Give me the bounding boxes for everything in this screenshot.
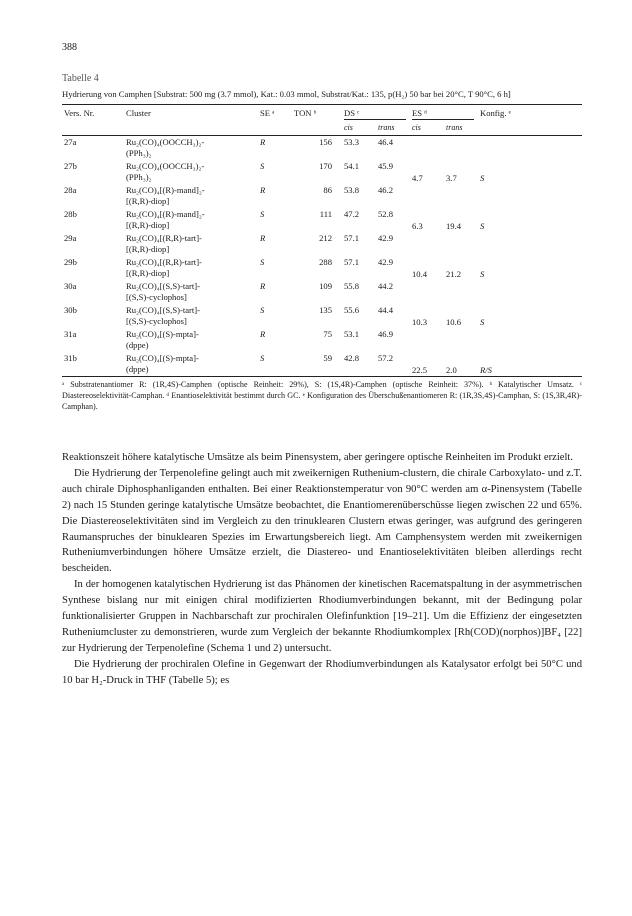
header-es-label: ES ᵈ — [412, 108, 474, 120]
cluster-line-1: Ru₂(CO)₄[(S)-mpta]- — [126, 329, 199, 339]
cluster-line-2: [(R,R)-diop] — [126, 220, 170, 230]
cell-ds-trans: 44.2 — [378, 281, 394, 291]
cluster-line-2: [(R,R)-diop] — [126, 268, 170, 278]
cell-cluster — [124, 232, 258, 256]
cell-cluster — [124, 304, 258, 328]
document-page — [62, 42, 582, 689]
paragraph: In der homogenen katalytischen Hydrierung ist das Phänomen der kinetischen Racematspaltung in der asymmetrischen Synthese bislang nur mit einigen chiral modifizierten Rhodiumverbindungen bekannt, mit der Bedingung polar funktionalisierter Gruppen in Nachbarschaft zur prochiralen Olefinfunktion [19–21]. Um die Effizienz der eingesetzten Rutheniumcluster zu demonstrieren, wurde zum Vergleich der bekannte Rhodiumkomplex [Rh(COD)(norphos)]BF₄ [22] zur Hydrierung der Terpenolefine (Schema 1 und 2) untersucht. — [62, 579, 582, 654]
cell-se: S — [260, 209, 265, 219]
cell-es-trans: 10.6 — [446, 317, 462, 327]
cell-ton: 111 — [319, 209, 332, 219]
cell-se: S — [260, 305, 265, 315]
cell-ds-cis: 55.6 — [344, 305, 360, 315]
cluster-line-2: (PPh₃)₂ — [126, 148, 152, 158]
cell-ds-cis: 42.8 — [342, 352, 376, 377]
table-row — [62, 352, 582, 377]
cell-konfig — [478, 328, 582, 352]
cell-ton: 75 — [323, 329, 332, 339]
paragraph: Die Hydrierung der Terpenolefine gelingt auch mit zweikernigen Ruthenium-clustern, die chirale Carboxylato- und z.T. auch chirale Diphosphanliganden enthalten. Bei einer Reaktionstemperatur von 90°C werden am α-Pinensystem (Tabelle 2) nach 15 Stunden geringe katalytische Umsätze beobachtet, die Enantiomerenüberschüsse liegen zwischen 22 und 65%. Die Diastereoselektivitäten sind im Vergleich zu den trinuklearen Clustern etwas geringer, was aufgrund des geringeren Raumanspruches der binuklearen Spezies im Erwartungsbereich liegt. Am Camphensystem werden mit zweikernigen Rutheniumverbindungen höhere Umsätze erzielt, die Diastereo- und Enantioselektivitäten bleiben allerdings recht bescheiden. — [62, 467, 582, 575]
cell-ton: 170 — [319, 161, 332, 171]
cell-konfig — [478, 136, 582, 161]
page-number: 388 — [62, 42, 77, 53]
cluster-line-2: (dppe) — [126, 340, 149, 350]
cell-ds-trans: 57.2 — [376, 352, 410, 377]
cell-es-trans — [444, 184, 478, 208]
cell-konfig: S — [480, 173, 485, 183]
table-row — [62, 232, 582, 256]
cell-es-trans — [444, 280, 478, 304]
subheader-ds-trans: trans — [376, 121, 410, 136]
cell-nr: 27b — [64, 161, 77, 171]
cluster-line-1: Ru₂(CO)₄[(R,R)-tart]- — [126, 257, 202, 267]
cell-ton: 86 — [323, 185, 332, 195]
table-caption: Hydrierung von Camphen [Substrat: 500 mg (3.7 mmol), Kat.: 0.03 mmol, Substrat/Kat.: 135, p(H₂) 50 bar bei 20°C, T 90°C, 6 h] — [62, 89, 511, 99]
cluster-line-2: [(R,R)-diop] — [126, 196, 170, 206]
cell-nr: 31b — [62, 352, 124, 377]
cell-es-cis — [410, 184, 444, 208]
cell-ds-trans: 44.4 — [378, 305, 394, 315]
cell-se: S — [260, 257, 265, 267]
header-se: SE ᵃ — [258, 105, 292, 122]
cell-nr: 27a — [64, 137, 77, 147]
body-text — [62, 450, 582, 689]
cell-ds-cis: 53.1 — [344, 329, 360, 339]
cell-ds-cis: 53.3 — [344, 137, 360, 147]
table-body — [62, 136, 582, 377]
cell-konfig — [478, 280, 582, 304]
paragraph: Die Hydrierung der prochiralen Olefine in Gegenwart der Rhodiumverbindungen als Katalysator erfolgt bei 50°C und 10 bar H₂-Druck in THF (Tabelle 5); es — [62, 658, 582, 686]
cell-es-trans — [444, 232, 478, 256]
cell-se: R — [260, 185, 266, 195]
cell-ton: 59 — [292, 352, 342, 377]
cluster-line-1: Ru₂(CO)₄[(S)-mpta]- — [126, 353, 199, 363]
cell-es-cis: 10.3 — [412, 317, 428, 327]
table-row — [62, 184, 582, 208]
header-nr: Vers. Nr. — [62, 105, 124, 122]
subheader-es-cis: cis — [410, 121, 444, 136]
cell-nr: 28b — [64, 209, 77, 219]
data-table — [62, 104, 582, 377]
table-row — [62, 304, 582, 328]
cell-nr: 31a — [64, 329, 77, 339]
subheader-ds-cis: cis — [342, 121, 376, 136]
cell-es-trans: 2.0 — [444, 352, 478, 377]
cell-se: R — [260, 329, 266, 339]
cell-se: R — [260, 281, 266, 291]
cluster-line-1: Ru₂(CO)₄[(R)-mand]₂- — [126, 185, 205, 195]
cell-cluster — [124, 280, 258, 304]
cell-es-trans — [444, 328, 478, 352]
cell-es-trans: 21.2 — [446, 269, 462, 279]
table-row — [62, 328, 582, 352]
cell-es-trans: 3.7 — [446, 173, 457, 183]
cell-ds-trans: 42.9 — [378, 257, 394, 267]
table-row — [62, 160, 582, 184]
cell-nr: 29b — [64, 257, 77, 267]
table-row — [62, 136, 582, 161]
cell-ton: 212 — [319, 233, 332, 243]
cell-ds-trans: 46.9 — [378, 329, 394, 339]
cell-se: S — [260, 161, 265, 171]
header-ds — [342, 105, 410, 122]
header-ds-label: DS ᶜ — [344, 108, 406, 120]
cell-es-cis: 4.7 — [412, 173, 423, 183]
cell-se: S — [258, 352, 292, 377]
cell-ds-cis: 55.8 — [344, 281, 360, 291]
cell-ton: 156 — [319, 137, 332, 147]
cluster-line-2: (PPh₃)₂ — [126, 172, 152, 182]
cell-konfig: S — [480, 269, 485, 279]
cell-nr: 30b — [64, 305, 77, 315]
cell-es-cis: 6.3 — [412, 221, 423, 231]
cell-ds-cis: 57.1 — [344, 257, 360, 267]
cell-cluster — [124, 208, 258, 232]
cell-ton: 135 — [319, 305, 332, 315]
cluster-line-1: Ru₂(CO)₄[(R,R)-tart]- — [126, 233, 202, 243]
cell-cluster — [124, 328, 258, 352]
cluster-line-1: Ru₂(CO)₄[(S,S)-tart]- — [126, 281, 201, 291]
cell-konfig: S — [480, 317, 485, 327]
cluster-line-1: Ru₂(CO)₄[(S,S)-tart]- — [126, 305, 201, 315]
table-footnotes: ᵃ Substratenantiomer R: (1R,4S)-Camphen (optische Reinheit: 29%), S: (1S,4R)-Camphen (optische Reinheit: 37%). ᵇ Katalytischer Umsatz. ᶜ Diastereoselektivität-Camphan. ᵈ Enantioselektivität bestimmt durch GC. ᵉ Konfiguration des Überschußenantiomeren R: (1R,3S,4S)-Camphan, S: (1S,3R,4R)-Camphan). — [62, 380, 582, 411]
cell-cluster — [124, 184, 258, 208]
header-cluster: Cluster — [124, 105, 258, 122]
cell-ds-trans: 52.8 — [378, 209, 394, 219]
header-es — [410, 105, 478, 122]
cell-es-cis — [410, 136, 444, 161]
cell-ds-cis: 53.8 — [344, 185, 360, 195]
subheader-es-trans: trans — [444, 121, 478, 136]
cell-ds-trans: 46.2 — [378, 185, 394, 195]
cluster-line-2: (dppe) — [126, 364, 149, 374]
cell-cluster — [124, 256, 258, 280]
cell-ton: 109 — [319, 281, 332, 291]
cell-cluster — [124, 136, 258, 161]
cluster-line-2: [(R,R)-diop] — [126, 244, 170, 254]
cell-ds-cis: 57.1 — [344, 233, 360, 243]
cell-cluster — [124, 160, 258, 184]
cell-ds-cis: 47.2 — [344, 209, 360, 219]
cell-konfig: R/S — [478, 352, 582, 377]
cell-se: R — [260, 137, 266, 147]
header-ton: TON ᵇ — [292, 105, 342, 122]
cell-konfig — [478, 184, 582, 208]
cell-es-cis: 22.5 — [410, 352, 444, 377]
cell-es-cis — [410, 328, 444, 352]
cell-nr: 29a — [64, 233, 77, 243]
cell-es-cis — [410, 232, 444, 256]
cluster-line-2: [(S,S)-cyclophos] — [126, 292, 187, 302]
header-konfig: Konfig. ᵉ — [478, 105, 582, 122]
cell-se: R — [260, 233, 266, 243]
cell-cluster — [124, 352, 258, 377]
cell-es-trans — [444, 136, 478, 161]
cell-nr: 30a — [64, 281, 77, 291]
table-title: Tabelle 4 — [62, 73, 99, 84]
cluster-line-1: Ru₂(CO)₄[(R)-mand]₂- — [126, 209, 205, 219]
table-row — [62, 256, 582, 280]
cell-ds-trans: 42.9 — [378, 233, 394, 243]
cell-es-cis: 10.4 — [412, 269, 428, 279]
table-row — [62, 280, 582, 304]
cluster-line-1: Ru₂(CO)₄(OOCCH₃)₂- — [126, 137, 205, 147]
cell-ds-trans: 45.9 — [378, 161, 394, 171]
cell-konfig — [478, 232, 582, 256]
paragraph: Reaktionszeit höhere katalytische Umsätze als beim Pinensystem, aber geringere optische Reinheiten im Produkt erzielt. — [62, 452, 573, 463]
cell-konfig: S — [480, 221, 485, 231]
cluster-line-2: [(S,S)-cyclophos] — [126, 316, 187, 326]
cluster-line-1: Ru₂(CO)₄(OOCCH₃)₂- — [126, 161, 205, 171]
cell-ds-trans: 46.4 — [378, 137, 394, 147]
cell-es-trans: 19.4 — [446, 221, 462, 231]
table-row — [62, 208, 582, 232]
cell-es-cis — [410, 280, 444, 304]
cell-ds-cis: 54.1 — [344, 161, 360, 171]
cell-nr: 28a — [64, 185, 77, 195]
cell-ton: 288 — [319, 257, 332, 267]
